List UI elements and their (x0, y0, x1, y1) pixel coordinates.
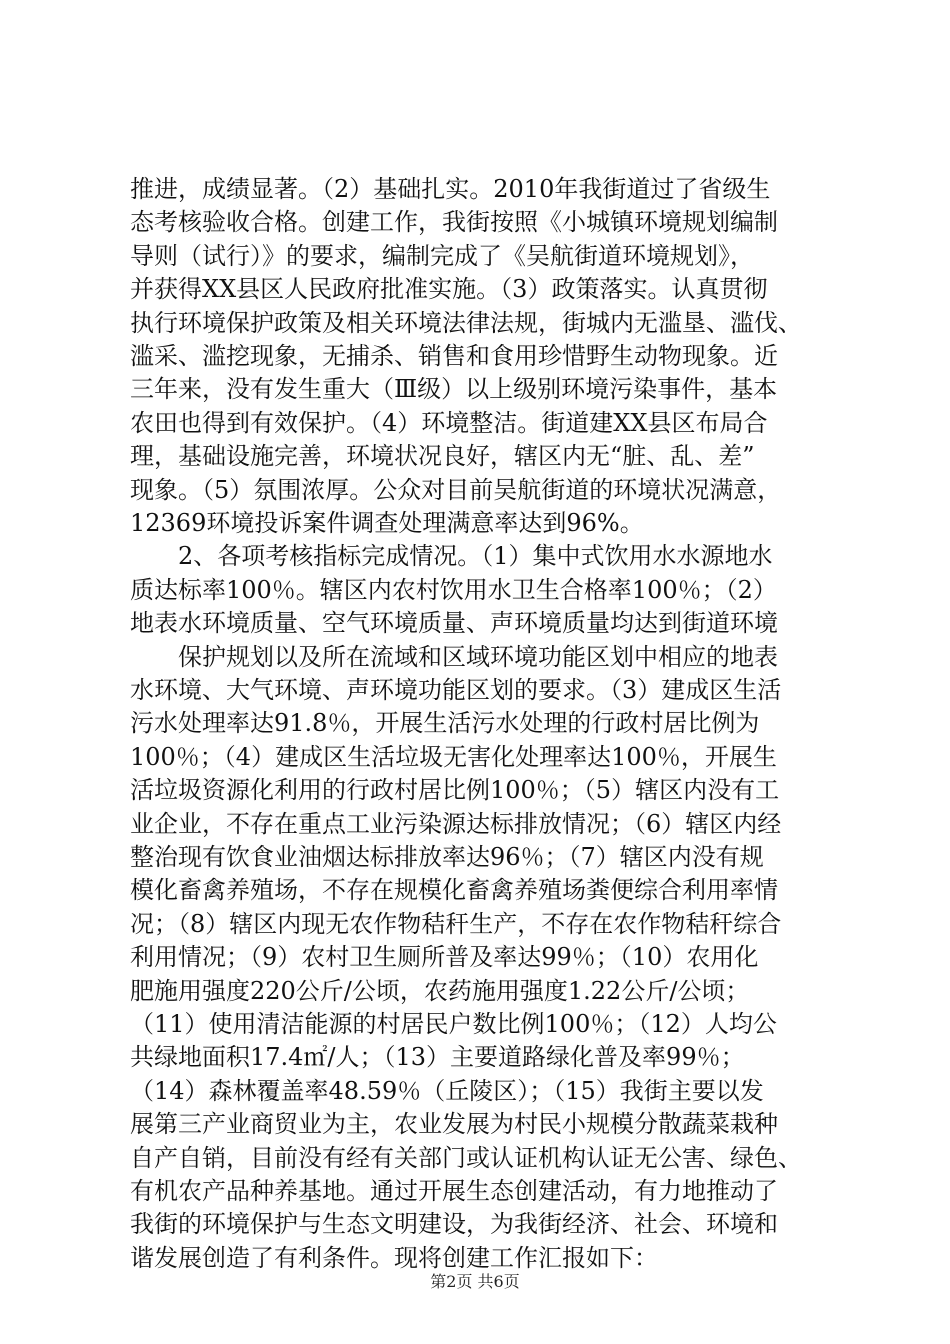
body-text-line: 态考核验收合格。创建工作，我街按照《小城镇环境规划编制 (130, 208, 778, 236)
body-text-line: 导则（试行）》的要求，编制完成了《吴航街道环境规划》， (130, 242, 754, 270)
body-text-line: （11）使用清洁能源的村居民户数比例100％；（12）人均公 (130, 1010, 777, 1038)
body-text-line: 肥施用强度220公斤/公顷，农药施用强度1.22公斤/公顷； (130, 977, 750, 1005)
body-text-line: 推进，成绩显著。（2）基础扎实。2010年我街道过了省级生 (130, 175, 771, 203)
body-text-line: 100％；（4）建成区生活垃圾无害化处理率达100％，开展生 (130, 743, 777, 771)
body-text-line: 保护规划以及所在流域和区域环境功能区划中相应的地表 (130, 643, 778, 671)
body-text-line: 污水处理率达91.8％，开展生活污水处理的行政村居比例为 (130, 709, 760, 737)
body-text-line: 并获得XX县区人民政府批准实施。（3）政策落实。认真贯彻 (130, 275, 768, 303)
body-text-line: （14）森林覆盖率48.59％（丘陵区）；（15）我街主要以发 (130, 1077, 764, 1105)
body-text-line: 我街的环境保护与生态文明建设，为我街经济、社会、环境和 (130, 1210, 778, 1238)
body-text-line: 地表水环境质量、空气环境质量、声环境质量均达到街道环境 (130, 609, 778, 637)
body-text-line: 有机农产品种养基地。通过开展生态创建活动，有力地推动了 (130, 1177, 778, 1205)
body-text-line: 展第三产业商贸业为主，农业发展为村民小规模分散蔬菜栽种 (130, 1110, 778, 1138)
body-text-line: 2、各项考核指标完成情况。（1）集中式饮用水水源地水 (130, 542, 773, 570)
body-text-line: 业企业，不存在重点工业污染源达标排放情况；（6）辖区内经 (130, 810, 782, 838)
body-text-line: 执行环境保护政策及相关环境法律法规，街城内无滥垦、滥伐、 (130, 309, 802, 337)
body-text-line: 整治现有饮食业油烟达标排放率达96％；（7）辖区内没有规 (130, 843, 764, 871)
body-text-line: 理，基础设施完善，环境状况良好，辖区内无“脏、乱、差” (130, 442, 755, 470)
body-text-line: 况；（8）辖区内现无农作物秸秆生产，不存在农作物秸秆综合 (130, 910, 782, 938)
page-footer: 第2页 共6页 (430, 1272, 520, 1291)
body-text-line: 共绿地面积17.4㎡/人；（13）主要道路绿化普及率99％； (130, 1043, 745, 1071)
body-text-line: 谐发展创造了有利条件。现将创建工作汇报如下： (130, 1244, 658, 1272)
body-text-line: 利用情况；（9）农村卫生厕所普及率达99％；（10）农用化 (130, 943, 759, 971)
body-text-line: 水环境、大气环境、声环境功能区划的要求。（3）建成区生活 (130, 676, 782, 704)
body-text-line: 活垃圾资源化利用的行政村居比例100％；（5）辖区内没有工 (130, 776, 780, 804)
body-text-line: 质达标率100％。辖区内农村饮用水卫生合格率100％；（2） (130, 576, 777, 604)
body-text-line: 滥采、滥挖现象，无捕杀、销售和食用珍惜野生动物现象。近 (130, 342, 778, 370)
body-text-line: 三年来，没有发生重大（Ⅲ级）以上级别环境污染事件，基本 (130, 375, 778, 403)
body-text-line: 模化畜禽养殖场，不存在规模化畜禽养殖场粪便综合利用率情 (130, 876, 778, 904)
body-text-line: 自产自销，目前没有经有关部门或认证机构认证无公害、绿色、 (130, 1144, 802, 1172)
body-text-line: 现象。（5）氛围浓厚。公众对目前吴航街道的环境状况满意， (130, 476, 782, 504)
body-text-line: 12369环境投诉案件调查处理满意率达到96%。 (130, 509, 644, 537)
body-text-line: 农田也得到有效保护。（4）环境整洁。街道建XX县区布局合 (130, 409, 768, 437)
